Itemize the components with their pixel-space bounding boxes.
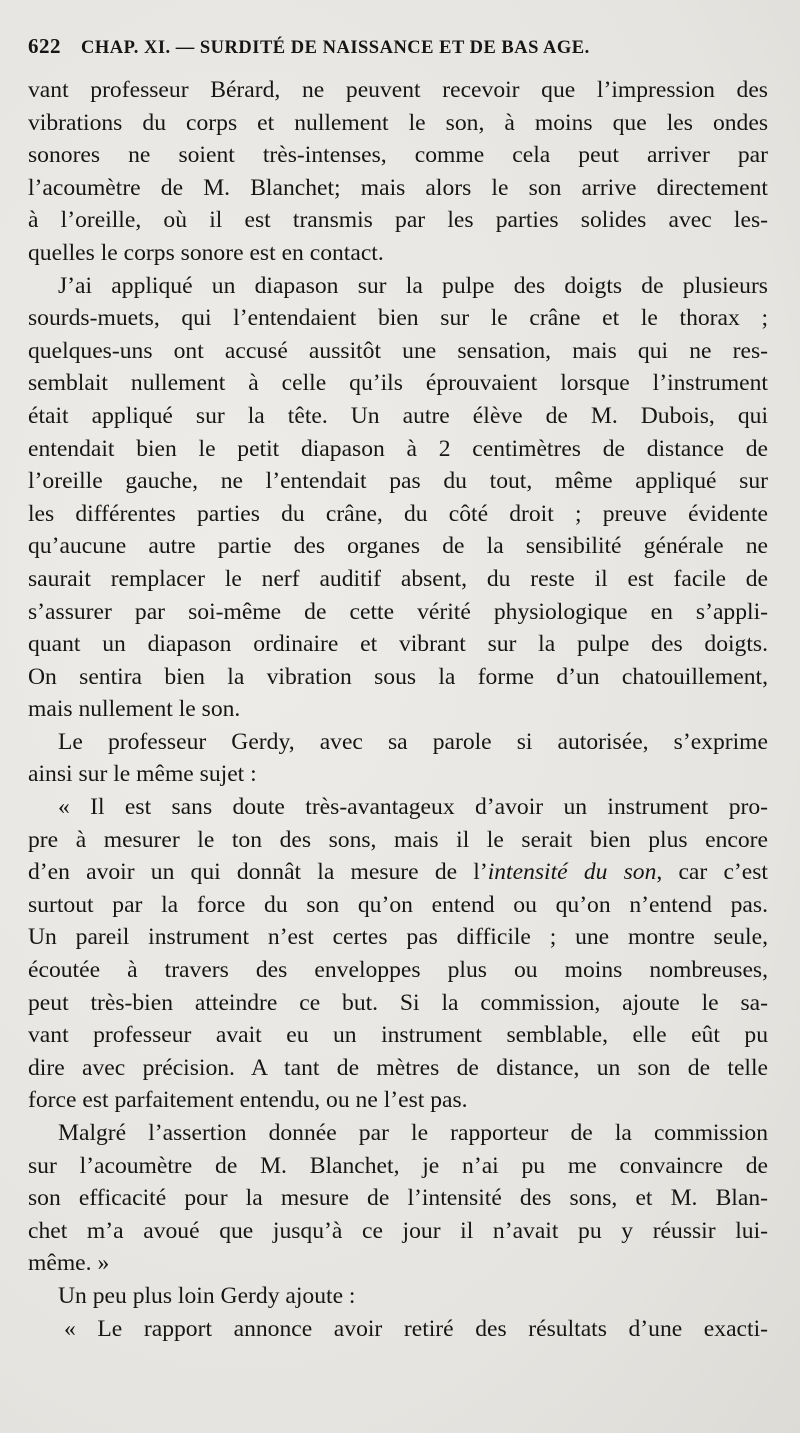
italic-phrase: intensité du son (487, 859, 657, 886)
text-line: sourds-muets, qui l’entendaient bien sur le crâne et le thorax ; (28, 305, 768, 332)
page-number: 622 (28, 34, 61, 58)
text-line: quelles le corps sonore est en contact. (28, 239, 384, 266)
text-line: force est parfaitement entendu, ou ne l’est pas. (28, 1087, 468, 1114)
text-line: chet m’a avoué que jusqu’à ce jour il n’avait pu y réussir lui- (28, 1217, 768, 1244)
text-line: s’assurer par soi-même de cette vérité physiologique en s’appli- (28, 598, 768, 625)
text-fragment: , car c’est (656, 859, 768, 886)
text-line: les différentes parties du crâne, du côté droit ; preuve évidente (28, 500, 768, 527)
text-line: surtout par la force du son qu’on entend ou qu’on n’entend pas. (28, 891, 768, 918)
text-line: vant professeur avait eu un instrument semblable, elle eût pu (28, 1022, 768, 1049)
text-line: J’ai appliqué un diapason sur la pulpe des doigts de plusieurs (58, 272, 768, 299)
text-line: « Le rapport annonce avoir retiré des résultats d’une exacti- (64, 1315, 768, 1342)
text-line: « Il est sans doute très-avantageux d’avoir un instrument pro- (58, 794, 768, 821)
text-line: était appliqué sur la tête. Un autre élève de M. Dubois, qui (28, 402, 768, 429)
chapter-title: CHAP. XI. — SURDITÉ DE NAISSANCE ET DE BAS AGE. (81, 38, 590, 58)
text-line: quelques-uns ont accusé aussitôt une sensation, mais qui ne res- (28, 337, 768, 364)
text-line: à l’oreille, où il est transmis par les parties solides avec les- (28, 207, 768, 234)
text-line: Le professeur Gerdy, avec sa parole si autorisée, s’exprime (58, 728, 768, 755)
text-line: ainsi sur le même sujet : (28, 761, 257, 788)
text-line: Un peu plus loin Gerdy ajoute : (58, 1282, 356, 1309)
text-line: semblait nullement à celle qu’ils éprouvaient lorsque l’instrument (28, 370, 768, 397)
text-line: peut très-bien atteindre ce but. Si la commission, ajoute le sa- (28, 989, 768, 1016)
text-line: Un pareil instrument n’est certes pas difficile ; une montre seule, (28, 924, 768, 951)
text-line: vant professeur Bérard, ne peuvent recevoir que l’impression des (28, 77, 768, 103)
text-line: même. » (28, 1250, 110, 1277)
text-line: On sentira bien la vibration sous la forme d’un chatouillement, (28, 663, 768, 690)
text-line: sur l’acoumètre de M. Blanchet, je n’ai pu me convaincre de (28, 1152, 768, 1179)
text-line: l’oreille gauche, ne l’entendait pas du tout, même appliqué sur (28, 468, 768, 495)
text-line: entendait bien le petit diapason à 2 centimètres de distance de (28, 435, 768, 462)
body-text (28, 74, 768, 1345)
running-head (28, 34, 768, 74)
text-line: Malgré l’assertion donnée par le rapporteur de la commission (58, 1120, 768, 1146)
text-line: qu’aucune autre partie des organes de la sensibilité générale ne (28, 533, 768, 560)
text-line: quant un diapason ordinaire et vibrant sur la pulpe des doigts. (28, 631, 768, 658)
text-line: l’acoumètre de M. Blanchet; mais alors le son arrive directement (28, 174, 768, 201)
text-line: saurait remplacer le nerf auditif absent, du reste il est facile de (28, 565, 768, 592)
text-fragment: d’en avoir un qui donnât la mesure de l’ (28, 859, 488, 886)
text-line: son efficacité pour la mesure de l’intensité des sons, et M. Blan- (28, 1185, 768, 1212)
text-line: sonores ne soient très-intenses, comme cela peut arriver par (28, 142, 768, 169)
text-line (28, 856, 768, 889)
text-line: vibrations du corps et nullement le son, à moins que les ondes (28, 109, 768, 136)
text-line: dire avec précision. A tant de mètres de distance, un son de telle (28, 1054, 768, 1081)
text-line: écoutée à travers des enveloppes plus ou moins nombreuses, (28, 957, 768, 984)
text-line: pre à mesurer le ton des sons, mais il le serait bien plus encore (28, 826, 768, 853)
text-line: mais nullement le son. (28, 696, 241, 723)
